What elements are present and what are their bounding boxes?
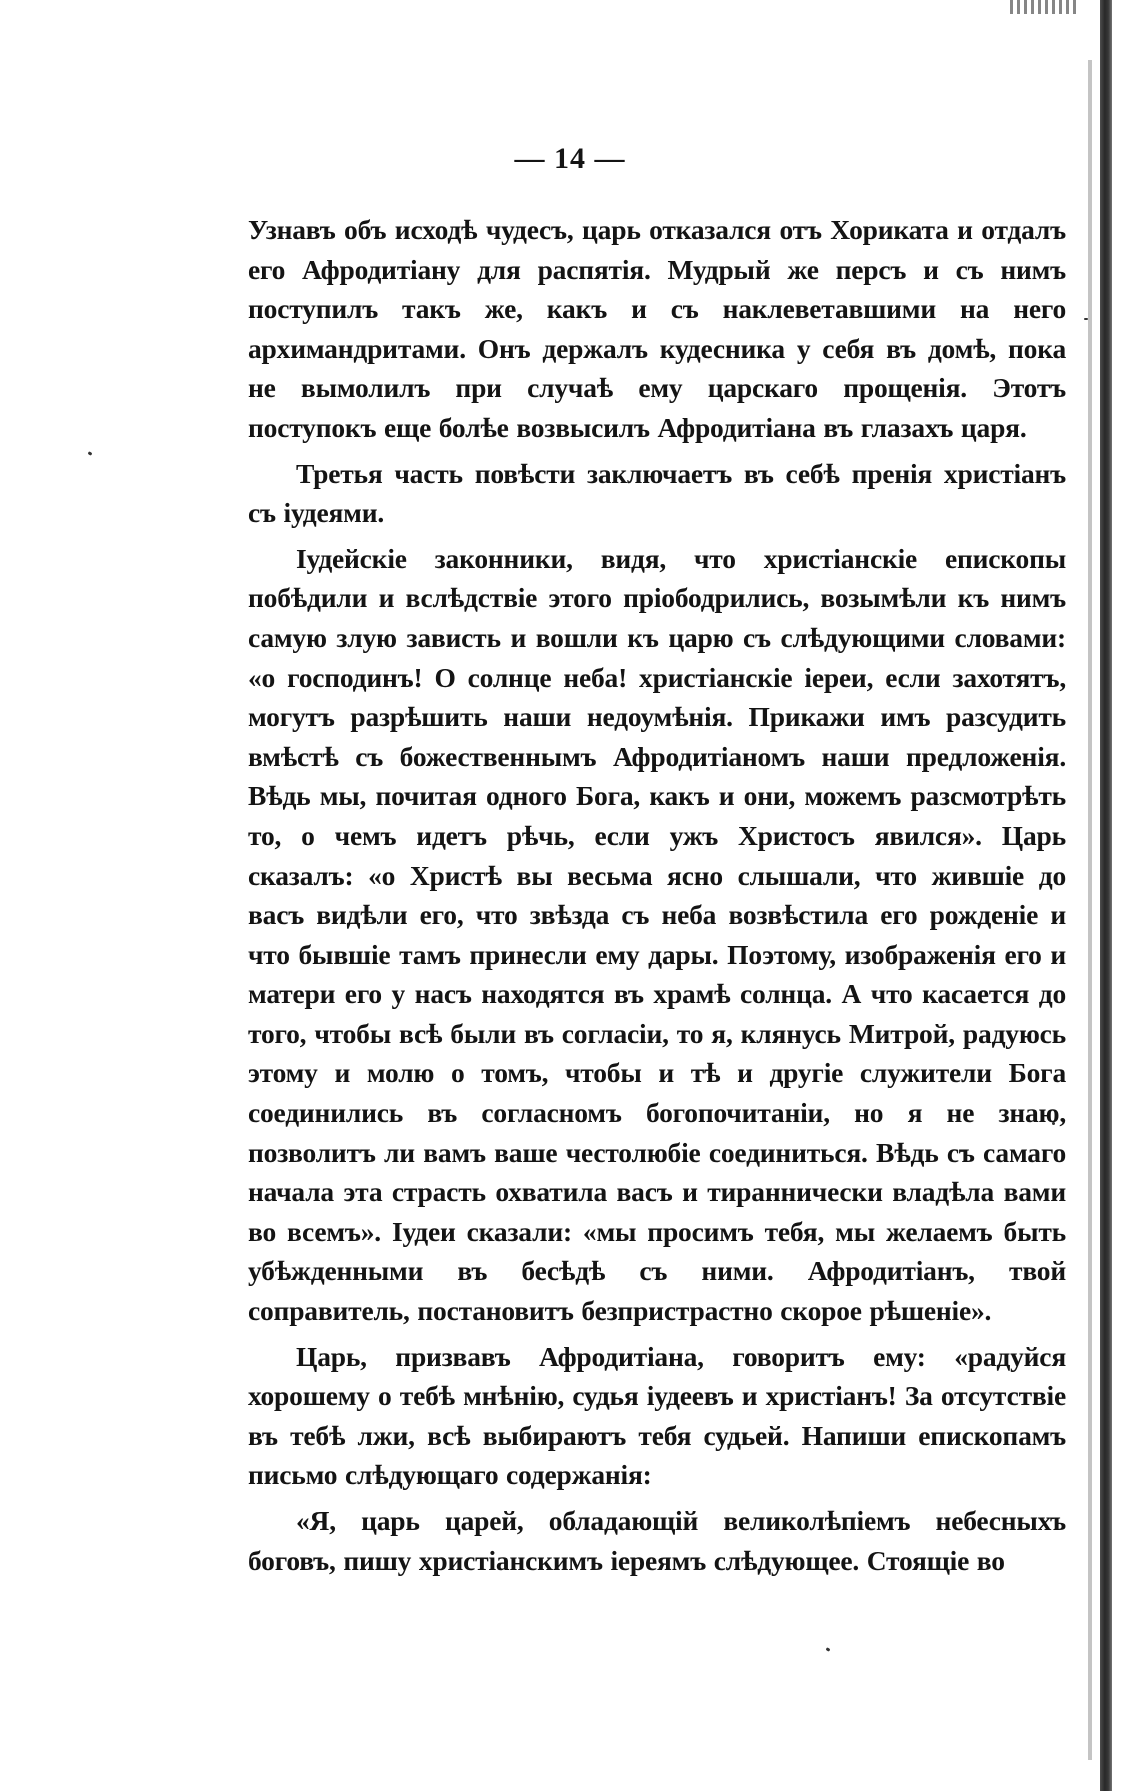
scan-speck [1084, 318, 1088, 320]
paragraph: Царь, призвавъ Афродитіана, говоритъ ему: «радуйся хорошему о тебѣ мнѣнію, судья іудеевъ и христіанъ! За отсутствіе въ тебѣ лжи, всѣ выбираютъ тебя судьей. Напиши епископамъ письмо слѣдующаго содержанія: [248, 1340, 1066, 1491]
paragraph: Узнавъ объ исходѣ чудесъ, царь отказался отъ Хориката и отдалъ его Афродитіану для распятія. Мудрый же персъ и съ нимъ поступилъ такъ же, какъ и съ наклеветавшими на него архимандритами. Онъ держалъ кудесника у себя въ домѣ, пока не вымолилъ при случаѣ ему царскаго прощенія. Этотъ поступокъ еще болѣе возвысилъ Афродитіана въ глазахъ царя. [248, 214, 1066, 443]
scan-edge-smudge [1010, 0, 1080, 14]
paragraph: Третья часть повѣсти заключаетъ въ себѣ пренія христіанъ съ іудеями. [248, 457, 1066, 529]
page-number: — 14 — [514, 142, 626, 175]
scan-speck [88, 451, 93, 456]
scan-edge [1100, 0, 1112, 1791]
scan-edge-shadow [1088, 60, 1092, 1760]
body-text [248, 210, 1066, 1586]
paragraph: Іудейскіе законники, видя, что христіанскіе епископы побѣдили и вслѣдствіе этого пріободрились, возымѣли къ нимъ самую злую зависть и вошли къ царю съ слѣдующими словами: «о господинъ! О солнце неба! христіанскіе іереи, если захотятъ, могутъ разрѣшить наши недоумѣнія. Прикажи имъ разсудить вмѣстѣ съ божественнымъ Афродитіаномъ наши предложенія. Вѣдь мы, почитая одного Бога, какъ и они, можемъ разсмотрѣть то, о чемъ идетъ рѣчь, если ужъ Христосъ явился». Царь сказалъ: «о Христѣ вы весьма ясно слышали, что жившіе до васъ видѣли его, что звѣзда съ неба возвѣстила его рожденіе и что бывшіе тамъ принесли ему дары. Поэтому, изображенія его и матери его у насъ находятся въ храмѣ солнца. А что касается до того, чтобы всѣ были въ согласіи, то я, клянусь Митрой, радуюсь этому и молю о томъ, чтобы и тѣ и другіе служители Бога соединились въ согласномъ богопочитаніи, но я не знаю, позволитъ ли вамъ ваше честолюбіе соединиться. Вѣдь съ самаго начала эта страсть охватила васъ и тираннически владѣла вами во всемъ». Іудеи сказали: «мы просимъ тебя, мы желаемъ быть убѣжденными въ бесѣдѣ съ ними. Афродитіанъ, твой соправитель, постановитъ безпристрастно скорое рѣшеніе». [248, 542, 1066, 1327]
paragraph: «Я, царь царей, обладающій великолѣпіемъ небесныхъ боговъ, пишу христіанскимъ іереямъ слѣдующее. Стоящіе во [248, 1505, 1066, 1576]
scan-speck [826, 1647, 831, 1652]
